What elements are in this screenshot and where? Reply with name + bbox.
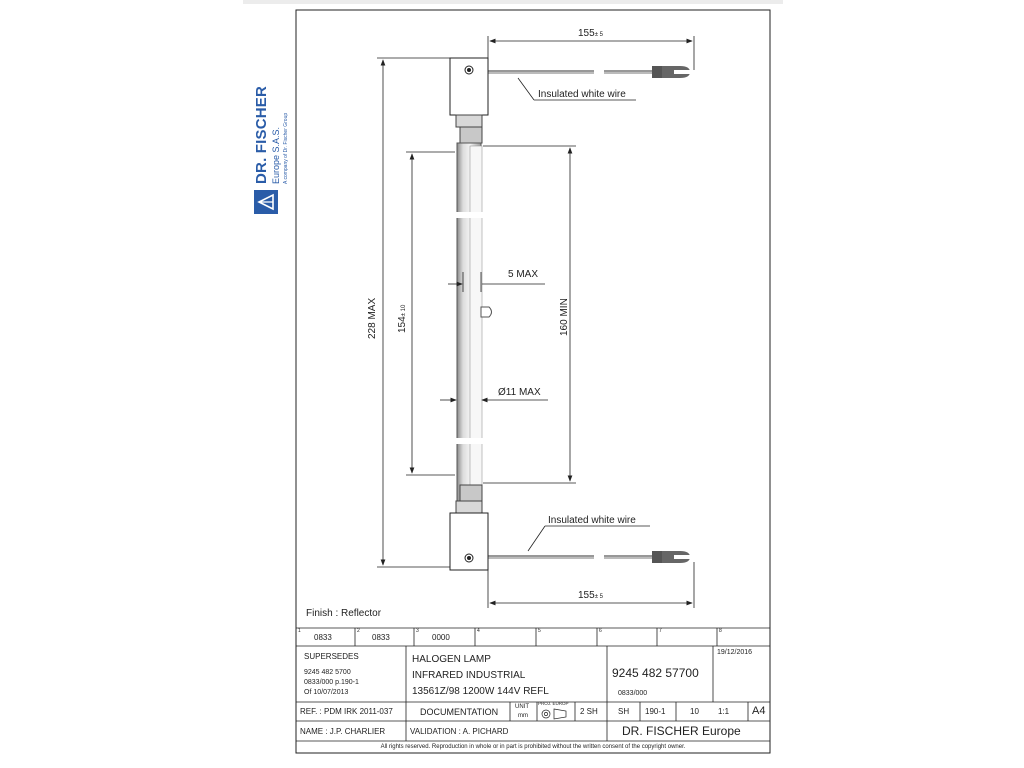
sheet-value: 190-1: [645, 707, 666, 716]
dim-top-wire-label: 155± 5: [578, 28, 603, 39]
documentation-label: DOCUMENTATION: [420, 707, 499, 717]
top-end-cap: [450, 58, 488, 143]
supersedes-date: Of 10/07/2013: [304, 689, 349, 696]
supersedes-part: 9245 482 5700: [304, 669, 351, 676]
part-number: 9245 482 57700: [612, 666, 699, 680]
projection-symbol-icon: [542, 709, 566, 719]
supersedes-label: SUPERSEDES: [304, 652, 359, 661]
paper-format: A4: [752, 705, 766, 717]
rev-number-7: 7: [659, 628, 662, 634]
logo-subsidiary: Europe S.A.S.: [271, 126, 281, 184]
dim-bottom-wire-label: 155± 5: [578, 590, 603, 601]
logo-company-name: DR. FISCHER: [253, 85, 270, 184]
dim-offset-label: 5 MAX: [508, 269, 539, 280]
part-sub-number: 0833/000: [618, 690, 648, 697]
sheet-label: SH: [618, 707, 630, 716]
rev-number-8: 8: [719, 628, 722, 634]
description-line-3: 13561Z/98 1200W 144V REFL: [412, 686, 549, 697]
scale: 1:1: [718, 707, 730, 716]
top-wire: [488, 66, 692, 78]
callout-bottom-wire: Insulated white wire: [548, 515, 636, 526]
description-line-2: INFRARED INDUSTRIAL: [412, 670, 526, 681]
rev-number-1: 1: [298, 628, 301, 634]
leader-bottom-wire: [528, 526, 650, 551]
rev-value-1: 0833: [314, 633, 332, 642]
rev-number-4: 4: [477, 628, 480, 634]
dim-top-wire: [488, 36, 694, 70]
logo-tagline: A company of Dr. Fischer Group: [283, 112, 289, 184]
rev-number-5: 5: [538, 628, 541, 634]
bottom-end-cap: [450, 485, 488, 570]
dim-overall: [377, 58, 450, 567]
callout-top-wire: Insulated white wire: [538, 89, 626, 100]
drawing-date: 19/12/2016: [717, 649, 753, 656]
sheet-number: 10: [690, 707, 699, 716]
drawing-border: [296, 10, 770, 753]
finish-note: Finish : Reflector: [306, 608, 382, 619]
rev-number-3: 3: [416, 628, 419, 634]
copyright-notice: All rights reserved. Reproduction in whole or in part is prohibited without the written consent of the copyright owner.: [380, 744, 686, 750]
dim-lighted: [406, 152, 455, 475]
dim-diameter-label: Ø11 MAX: [498, 387, 541, 398]
bottom-wire: [488, 551, 692, 563]
dim-bottom-wire: [488, 562, 694, 608]
description-line-1: HALOGEN LAMP: [412, 654, 491, 665]
author-name: NAME : J.P. CHARLIER: [300, 727, 386, 736]
rev-number-6: 6: [599, 628, 602, 634]
sheets-count: 2 SH: [580, 707, 598, 716]
lamp-tube: [454, 143, 492, 503]
unit-value: mm: [518, 713, 528, 719]
projection-label: PROJ. EUROP: [538, 701, 569, 706]
dim-reflector-label: 160 MIN: [559, 298, 570, 336]
company-name: DR. FISCHER Europe: [622, 724, 741, 738]
dim-lighted-label: 154± 10: [397, 304, 408, 333]
rev-number-2: 2: [357, 628, 360, 634]
validation: VALIDATION : A. PICHARD: [410, 727, 509, 736]
rev-value-3: 0000: [432, 633, 450, 642]
supersedes-ref: 0833/000 p.190-1: [304, 679, 359, 686]
reference: REF. : PDM IRK 2011-037: [300, 707, 393, 716]
unit-label: UNIT: [515, 704, 529, 710]
dim-overall-label: 228 MAX: [367, 297, 378, 339]
rev-value-2: 0833: [372, 633, 390, 642]
